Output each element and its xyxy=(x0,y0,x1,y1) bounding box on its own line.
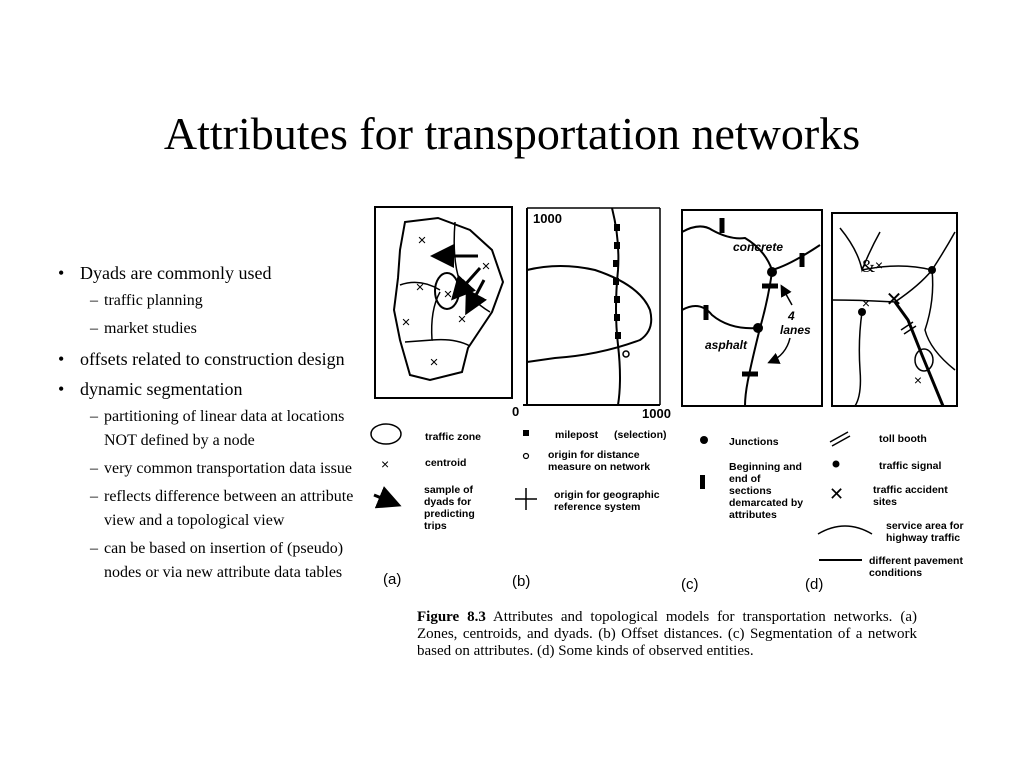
legend-origin-geographic: origin for geographic reference system xyxy=(554,489,660,513)
legend-origin-distance: origin for distance measure on network xyxy=(548,449,651,473)
svg-text:×: × xyxy=(443,286,453,303)
legend-accident-sites: traffic accident sites xyxy=(873,484,948,508)
label-asphalt: asphalt xyxy=(705,338,748,352)
sub-bullet-item: – partitioning of linear data at locations NOT defined by a node xyxy=(90,405,363,453)
legend-junctions: Junctions xyxy=(729,436,779,448)
svg-text:×: × xyxy=(861,295,871,311)
panel-labels xyxy=(383,571,823,593)
caption-figure-number: Figure 8.3 xyxy=(417,609,486,625)
svg-text:×: × xyxy=(481,258,491,275)
x-tick-start: 0 xyxy=(512,404,520,419)
sub-bullet-item: – reflects difference between an attribute view and a topological view xyxy=(90,485,363,533)
label-concrete: concrete xyxy=(733,240,784,254)
bullet-item: • Dyads are commonly used xyxy=(58,263,272,283)
figure-legend xyxy=(371,424,965,585)
bullet-item: • dynamic segmentation xyxy=(58,379,243,399)
panel-label-d: (d) xyxy=(805,576,824,593)
sub-bullet-text: market studies xyxy=(104,320,197,337)
legend-traffic-zone: traffic zone xyxy=(425,431,482,443)
svg-text:✕: ✕ xyxy=(829,484,845,504)
sub-bullet-item: – traffic planning xyxy=(90,289,363,313)
bullet-list xyxy=(58,255,363,585)
svg-text:×: × xyxy=(874,257,884,273)
svg-text:×: × xyxy=(415,279,425,296)
legend-pavement: different pavement conditions xyxy=(869,555,963,579)
y-tick-label: 1000 xyxy=(533,211,562,226)
legend-centroid: centroid xyxy=(425,457,467,469)
label-lanes: lanes xyxy=(780,323,811,337)
label-lanes-num: 4 xyxy=(788,309,795,323)
caption-text: Attributes and topological models for transportation networks. (a) Zones, centroids, and dyads. (b) Offset distances. (c) Segmentation of a network based on attributes. (d) Some kinds of observed entities. xyxy=(417,609,917,659)
legend-service-area: service area for highway traffic xyxy=(886,520,964,544)
svg-text:×: × xyxy=(401,314,411,331)
svg-text:×: × xyxy=(381,456,390,472)
panel-c-map xyxy=(682,210,822,406)
svg-text:✕: ✕ xyxy=(885,289,903,311)
sub-bullet-text: can be based on insertion of (pseudo) nodes or via new attribute data tables xyxy=(104,540,344,581)
sub-bullet-item: – very common transportation data issue xyxy=(90,457,363,481)
panel-label-a: (a) xyxy=(383,571,402,588)
legend-milepost: milepost xyxy=(555,429,599,441)
sub-bullet-text: traffic planning xyxy=(104,292,203,309)
panel-d-map xyxy=(832,213,957,406)
panel-b-map xyxy=(512,208,671,421)
sub-bullet-text: very common transportation data issue xyxy=(104,460,352,477)
svg-text:×: × xyxy=(457,311,467,328)
bullet-text: Dyads are commonly used xyxy=(80,263,272,283)
figure-caption xyxy=(417,609,917,660)
sub-bullet-item: – market studies xyxy=(90,317,363,341)
bullet-item: • offsets related to construction design xyxy=(58,349,345,369)
legend-dyads: sample of dyads for predicting trips xyxy=(424,484,475,530)
x-tick-end: 1000 xyxy=(642,406,671,421)
panel-label-b: (b) xyxy=(512,573,531,590)
legend-section-ends: Beginning and end of sections demarcated by attributes xyxy=(729,461,804,521)
legend-toll-booth: toll booth xyxy=(879,433,927,445)
legend-traffic-signal: traffic signal xyxy=(879,460,942,472)
sub-bullet-item: – can be based on insertion of (pseudo) nodes or via new attribute data tables xyxy=(90,537,363,585)
sub-bullet-text: reflects difference between an attribute view and a topological view xyxy=(104,488,354,529)
legend-selection: (selection) xyxy=(614,429,667,441)
svg-text:×: × xyxy=(417,232,427,249)
svg-text:×: × xyxy=(429,354,439,371)
svg-text:×: × xyxy=(913,372,923,388)
panel-a-map xyxy=(375,207,512,398)
svg-text:&: & xyxy=(861,256,876,276)
bullet-text: dynamic segmentation xyxy=(80,379,243,399)
sub-bullet-text: partitioning of linear data at locations NOT defined by a node xyxy=(104,408,345,449)
panel-label-c: (c) xyxy=(681,576,699,593)
bullet-text: offsets related to construction design xyxy=(80,349,345,369)
slide-title: Attributes for transportation networks xyxy=(163,108,861,159)
